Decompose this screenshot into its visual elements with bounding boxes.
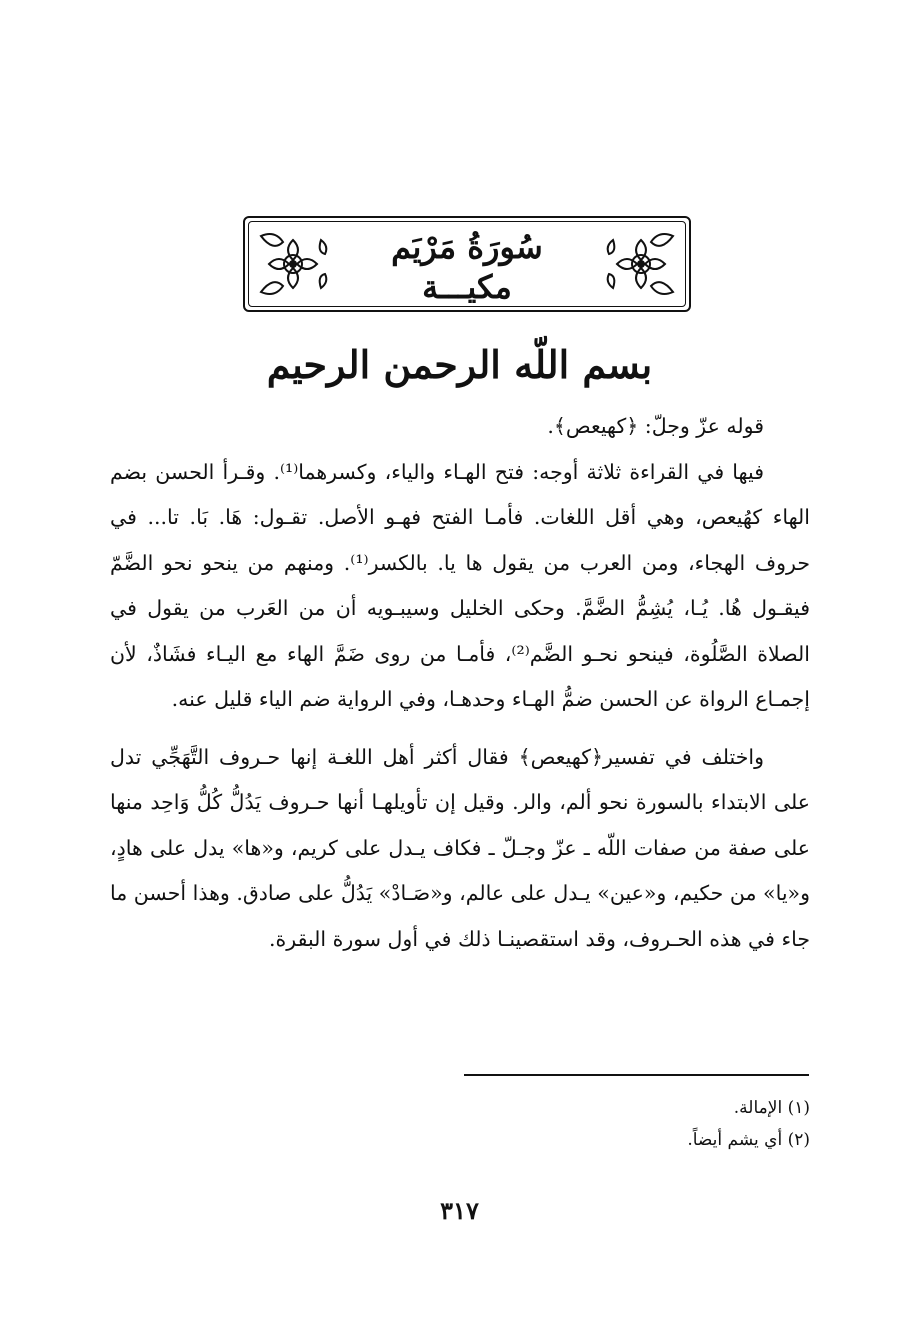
paragraph-verse-intro: قوله عزّ وجلّ: ﴿كهيعص﴾.	[547, 414, 764, 438]
footnote-item: (١) الإمالة.	[733, 1098, 810, 1118]
footnote-item: (٢) أي يشم أيضاً.	[687, 1130, 810, 1150]
basmala-heading: بسم اللّه الرحمن الرحيم	[266, 342, 653, 387]
footnotes	[400, 1092, 810, 1156]
surah-title: سُورَةُ مَرْيَم	[391, 228, 543, 266]
commentary-body	[110, 404, 810, 962]
floral-ornament-icon	[599, 226, 683, 302]
paragraph-readings: فيها في القراءة ثلاثة أوجه: فتح الهـاء والياء، وكسرهما⁽¹⁾. وقـرأ الحسن بضم الهاء كهُيعص، وهي أقل اللغات. فأمـا الفتح فهـو الأصل. تقـول: هَا. بَا. تا... في حروف الهجاء، ومن العرب من يقول ها يا. بالكسر⁽¹⁾. ومنهم من ينحو نحو الضَّمّ فيقـول هُا. يُـا، يُشِمُّ الضَّمَّ. وحكى الخليل وسيبـويه أن من العَرب من يقول في الصلاة الصَّلُوة، فينحو نحـو الضَّم⁽²⁾، فأمـا من روى ضَمَّ الهاء مع اليـاء فشَاذٌ، لأن إجمـاع الرواة عن الحسن ضمُّ الهـاء وحدهـا، وفي الرواية ضم الياء قليل عنه.	[110, 459, 810, 711]
paragraph-interpretation: واختلف في تفسير﴿كهيعص﴾ فقال أكثر أهل اللغـة إنها حـروف التَّهَجِّي تدل على الابتداء بالسورة نحو ألم، والر. وقيل إن تأويلهـا أنها حـروف يَدُلُّ كُلُّ وَاحِد منها على صفة من صفات اللّه ـ عزّ وجـلّ ـ فكاف يـدل على كريم، و«ها» يدل على هادٍ، و«يا» من حكيم، و«عين» يـدل على عالم، و«صَـادْ» يَدُلُّ على صادق. وهذا أحسن ما جاء في هذه الحـروف، وقد استقصينـا ذلك في أول سورة البقرة.	[110, 744, 810, 951]
footnote-divider	[464, 1074, 809, 1076]
floral-ornament-icon	[251, 226, 335, 302]
surah-header-frame	[243, 216, 691, 312]
page-number: ٣١٧	[440, 1196, 479, 1225]
revelation-type: مكيـــة	[422, 268, 512, 306]
